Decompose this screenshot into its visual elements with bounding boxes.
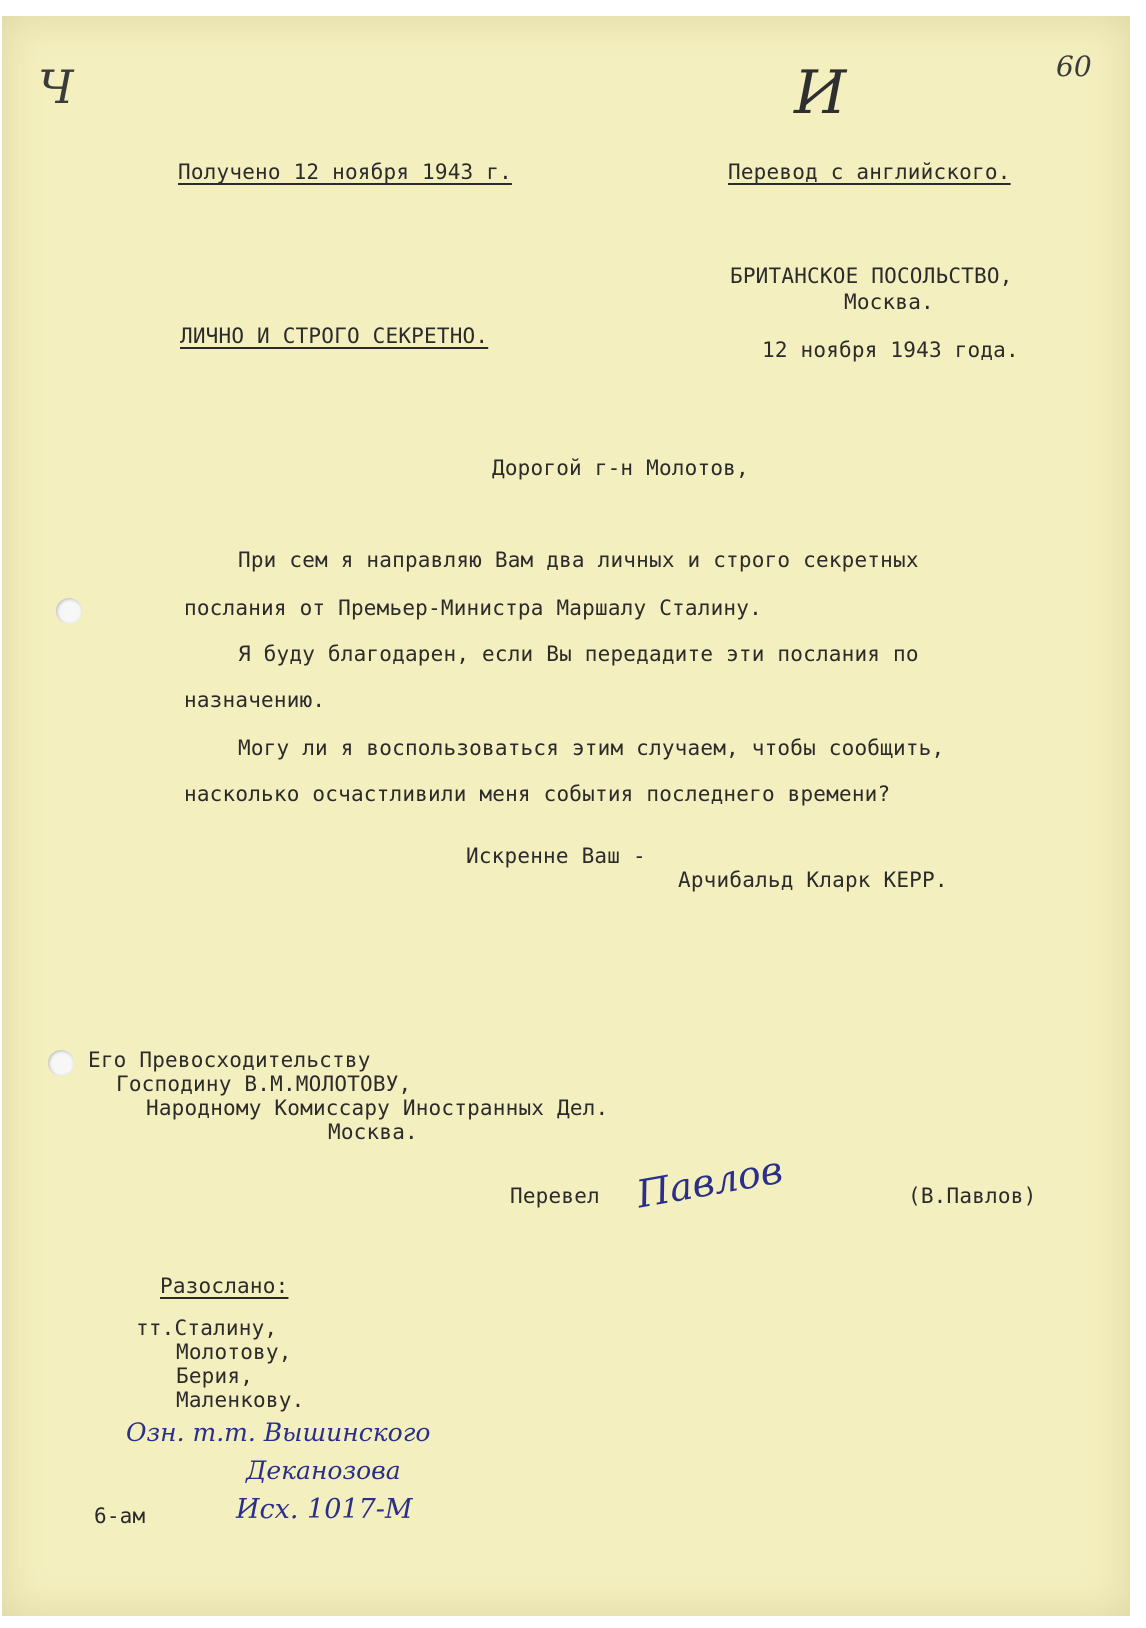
sender-city: Москва.: [844, 290, 934, 314]
body-line: назначению.: [184, 688, 326, 712]
top-left-mark: Ч: [38, 60, 74, 114]
translator-handwritten-signature: Павлов: [633, 1147, 786, 1217]
distribution-heading: Разослано:: [160, 1274, 289, 1298]
addressee-line: Господину В.М.МОЛОТОВУ,: [116, 1072, 412, 1096]
salutation: Дорогой г-н Молотов,: [492, 456, 749, 480]
distribution-item: Молотову,: [176, 1340, 292, 1364]
distribution-item: Маленкову.: [176, 1388, 305, 1412]
classification-label: ЛИЧНО И СТРОГО СЕКРЕТНО.: [180, 324, 489, 348]
folio-number: 60: [1056, 50, 1092, 83]
sender-embassy: БРИТАНСКОЕ ПОСОЛЬСТВО,: [730, 264, 1013, 288]
body-line: Могу ли я воспользоваться этим случаем, чтобы сообщить,: [238, 736, 945, 760]
document-page: [2, 16, 1130, 1616]
translator-label: Перевел: [510, 1184, 600, 1208]
received-date: Получено 12 ноября 1943 г.: [178, 160, 512, 184]
punch-hole-bottom: [48, 1050, 74, 1076]
typist-code: 6-ам: [94, 1504, 146, 1528]
signature-name: Арчибальд Кларк КЕРР.: [678, 868, 948, 892]
top-center-mark: И: [794, 58, 847, 128]
addressee-line: Москва.: [328, 1120, 418, 1144]
body-line: Я буду благодарен, если Вы передадите эти послания по: [238, 642, 919, 666]
punch-hole-top: [56, 598, 82, 624]
body-line: При сем я направляю Вам два личных и строго секретных: [238, 548, 919, 572]
body-line: послания от Премьер-Министра Маршалу Сталину.: [184, 596, 762, 620]
translator-name: (В.Павлов): [908, 1184, 1037, 1208]
distribution-item: Берия,: [176, 1364, 254, 1388]
distribution-item: тт.Сталину,: [136, 1316, 278, 1340]
handwritten-note: Исх. 1017-М: [236, 1494, 413, 1525]
handwritten-note: Деканозова: [246, 1456, 401, 1485]
closing: Искренне Ваш -: [466, 844, 646, 868]
handwritten-note: Озн. т.т. Вышинского: [126, 1418, 431, 1447]
addressee-line: Народному Комиссару Иностранных Дел.: [146, 1096, 609, 1120]
translation-note: Перевод с английского.: [728, 160, 1011, 184]
letter-date: 12 ноября 1943 года.: [762, 338, 1019, 362]
addressee-line: Его Превосходительству: [88, 1048, 371, 1072]
body-line: насколько осчастливили меня события последнего времени?: [184, 782, 891, 806]
